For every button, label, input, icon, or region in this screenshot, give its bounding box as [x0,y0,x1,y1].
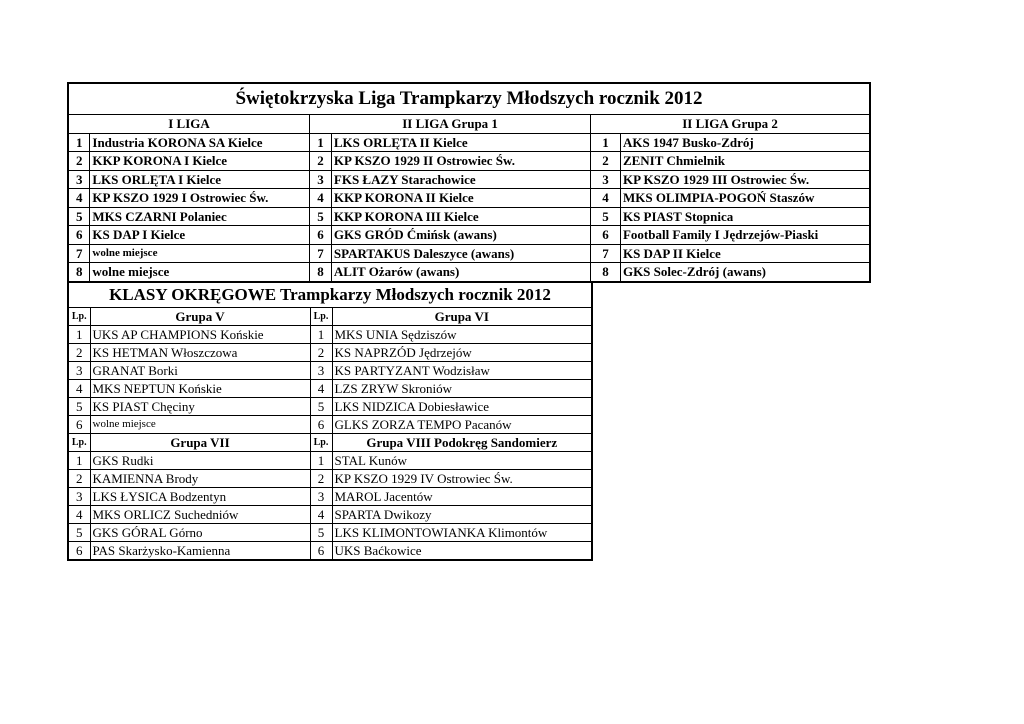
lp-header: Lp. [310,308,332,326]
row-number: 1 [310,326,332,344]
row-number: 2 [591,152,621,171]
table-row [68,133,870,152]
team-name: FKS ŁAZY Starachowice [331,170,590,189]
team-name: LKS NIDZICA Dobiesławice [332,398,592,416]
team-name: GKS GÓRAL Górno [90,524,310,542]
team-name: GLKS ZORZA TEMPO Pacanów [332,416,592,434]
team-name: GKS Rudki [90,452,310,470]
table-row [68,362,592,380]
team-name: KKP KORONA II Kielce [331,189,590,208]
table-row [68,226,870,245]
team-name: SPARTAKUS Daleszyce (awans) [331,244,590,263]
row-number: 4 [310,189,332,208]
row-number: 4 [68,506,90,524]
row-number: 2 [68,344,90,362]
league-header-ii-liga-grupa-2: II LIGA Grupa 2 [591,115,870,134]
row-number: 3 [310,488,332,506]
row-number: 1 [68,326,90,344]
table-row [68,416,592,434]
team-name: KKP KORONA I Kielce [90,152,310,171]
row-number: 1 [310,133,332,152]
row-number: 2 [310,470,332,488]
row-number: 3 [310,362,332,380]
team-name: ZENIT Chmielnik [620,152,870,171]
group-header-viii: Grupa VIII Podokręg Sandomierz [332,434,592,452]
team-name: Industria KORONA SA Kielce [90,133,310,152]
row-number: 6 [310,226,332,245]
league-header-i-liga: I LIGA [68,115,310,134]
team-name: wolne miejsce [90,244,310,263]
table-row [68,524,592,542]
table-row [68,170,870,189]
team-name: wolne miejsce [90,416,310,434]
row-number: 1 [310,452,332,470]
team-name: UKS AP CHAMPIONS Końskie [90,326,310,344]
row-number: 4 [68,189,90,208]
team-name: KP KSZO 1929 IV Ostrowiec Św. [332,470,592,488]
team-name: MKS UNIA Sędziszów [332,326,592,344]
team-name: ALIT Ożarów (awans) [331,263,590,282]
team-name: KS HETMAN Włoszczowa [90,344,310,362]
group-header-v: Grupa V [90,308,310,326]
row-number: 8 [68,263,90,282]
team-name: KS DAP I Kielce [90,226,310,245]
row-number: 4 [591,189,621,208]
team-name: KP KSZO 1929 III Ostrowiec Św. [620,170,870,189]
team-name: UKS Baćkowice [332,542,592,561]
table-row [68,542,592,561]
lp-header: Lp. [68,434,90,452]
team-name: MKS OLIMPIA-POGOŃ Staszów [620,189,870,208]
row-number: 8 [310,263,332,282]
team-name: PAS Skarżysko-Kamienna [90,542,310,561]
table-row [68,326,592,344]
row-number: 3 [591,170,621,189]
table-row [68,398,592,416]
row-number: 2 [310,344,332,362]
team-name: GRANAT Borki [90,362,310,380]
row-number: 1 [68,452,90,470]
row-number: 5 [68,398,90,416]
row-number: 5 [591,207,621,226]
team-name: SPARTA Dwikozy [332,506,592,524]
team-name: KKP KORONA III Kielce [331,207,590,226]
row-number: 6 [68,542,90,561]
team-name: GKS GRÓD Ćmińsk (awans) [331,226,590,245]
team-name: LKS KLIMONTOWIANKA Klimontów [332,524,592,542]
team-name: MAROL Jacentów [332,488,592,506]
team-name: MKS ORLICZ Suchedniów [90,506,310,524]
table-row [68,344,592,362]
team-name: MKS NEPTUN Końskie [90,380,310,398]
klasy-okregowe-table [67,282,593,561]
row-number: 1 [591,133,621,152]
league-header-ii-liga-grupa-1: II LIGA Grupa 1 [310,115,591,134]
table-row [68,263,870,282]
team-name: Football Family I Jędrzejów-Piaski [620,226,870,245]
main-league-table [67,82,871,283]
team-name: KP KSZO 1929 II Ostrowiec Św. [331,152,590,171]
team-name: AKS 1947 Busko-Zdrój [620,133,870,152]
row-number: 7 [68,244,90,263]
row-number: 3 [68,170,90,189]
team-name: GKS Solec-Zdrój (awans) [620,263,870,282]
team-name: KS PIAST Stopnica [620,207,870,226]
table-row [68,189,870,208]
table-row [68,207,870,226]
team-name: KS PARTYZANT Wodzisław [332,362,592,380]
row-number: 3 [68,362,90,380]
table-row [68,506,592,524]
team-name: KS DAP II Kielce [620,244,870,263]
table-row [68,152,870,171]
lp-header: Lp. [310,434,332,452]
team-name: LZS ZRYW Skroniów [332,380,592,398]
team-name: KS PIAST Chęciny [90,398,310,416]
row-number: 5 [310,207,332,226]
row-number: 6 [68,416,90,434]
row-number: 2 [68,470,90,488]
group-header-vii: Grupa VII [90,434,310,452]
row-number: 7 [310,244,332,263]
row-number: 4 [310,380,332,398]
row-number: 5 [68,524,90,542]
table-row [68,470,592,488]
team-name: KS NAPRZÓD Jędrzejów [332,344,592,362]
team-name: wolne miejsce [90,263,310,282]
team-name: STAL Kunów [332,452,592,470]
row-number: 6 [310,542,332,561]
section-title: KLASY OKRĘGOWE Trampkarzy Młodszych rocznik 2012 [68,283,592,308]
row-number: 4 [310,506,332,524]
row-number: 5 [68,207,90,226]
row-number: 2 [310,152,332,171]
row-number: 6 [591,226,621,245]
row-number: 1 [68,133,90,152]
team-name: KP KSZO 1929 I Ostrowiec Św. [90,189,310,208]
lp-header: Lp. [68,308,90,326]
table-row [68,488,592,506]
row-number: 2 [68,152,90,171]
team-name: LKS ORLĘTA II Kielce [331,133,590,152]
row-number: 4 [68,380,90,398]
group-header-vi: Grupa VI [332,308,592,326]
row-number: 8 [591,263,621,282]
table-row [68,244,870,263]
team-name: KAMIENNA Brody [90,470,310,488]
team-name: MKS CZARNI Polaniec [90,207,310,226]
row-number: 5 [310,524,332,542]
team-name: LKS ORLĘTA I Kielce [90,170,310,189]
row-number: 6 [310,416,332,434]
row-number: 7 [591,244,621,263]
row-number: 3 [68,488,90,506]
table-row [68,380,592,398]
row-number: 6 [68,226,90,245]
row-number: 5 [310,398,332,416]
row-number: 3 [310,170,332,189]
table-row [68,452,592,470]
team-name: LKS ŁYSICA Bodzentyn [90,488,310,506]
page-title: Świętokrzyska Liga Trampkarzy Młodszych rocznik 2012 [68,83,870,115]
